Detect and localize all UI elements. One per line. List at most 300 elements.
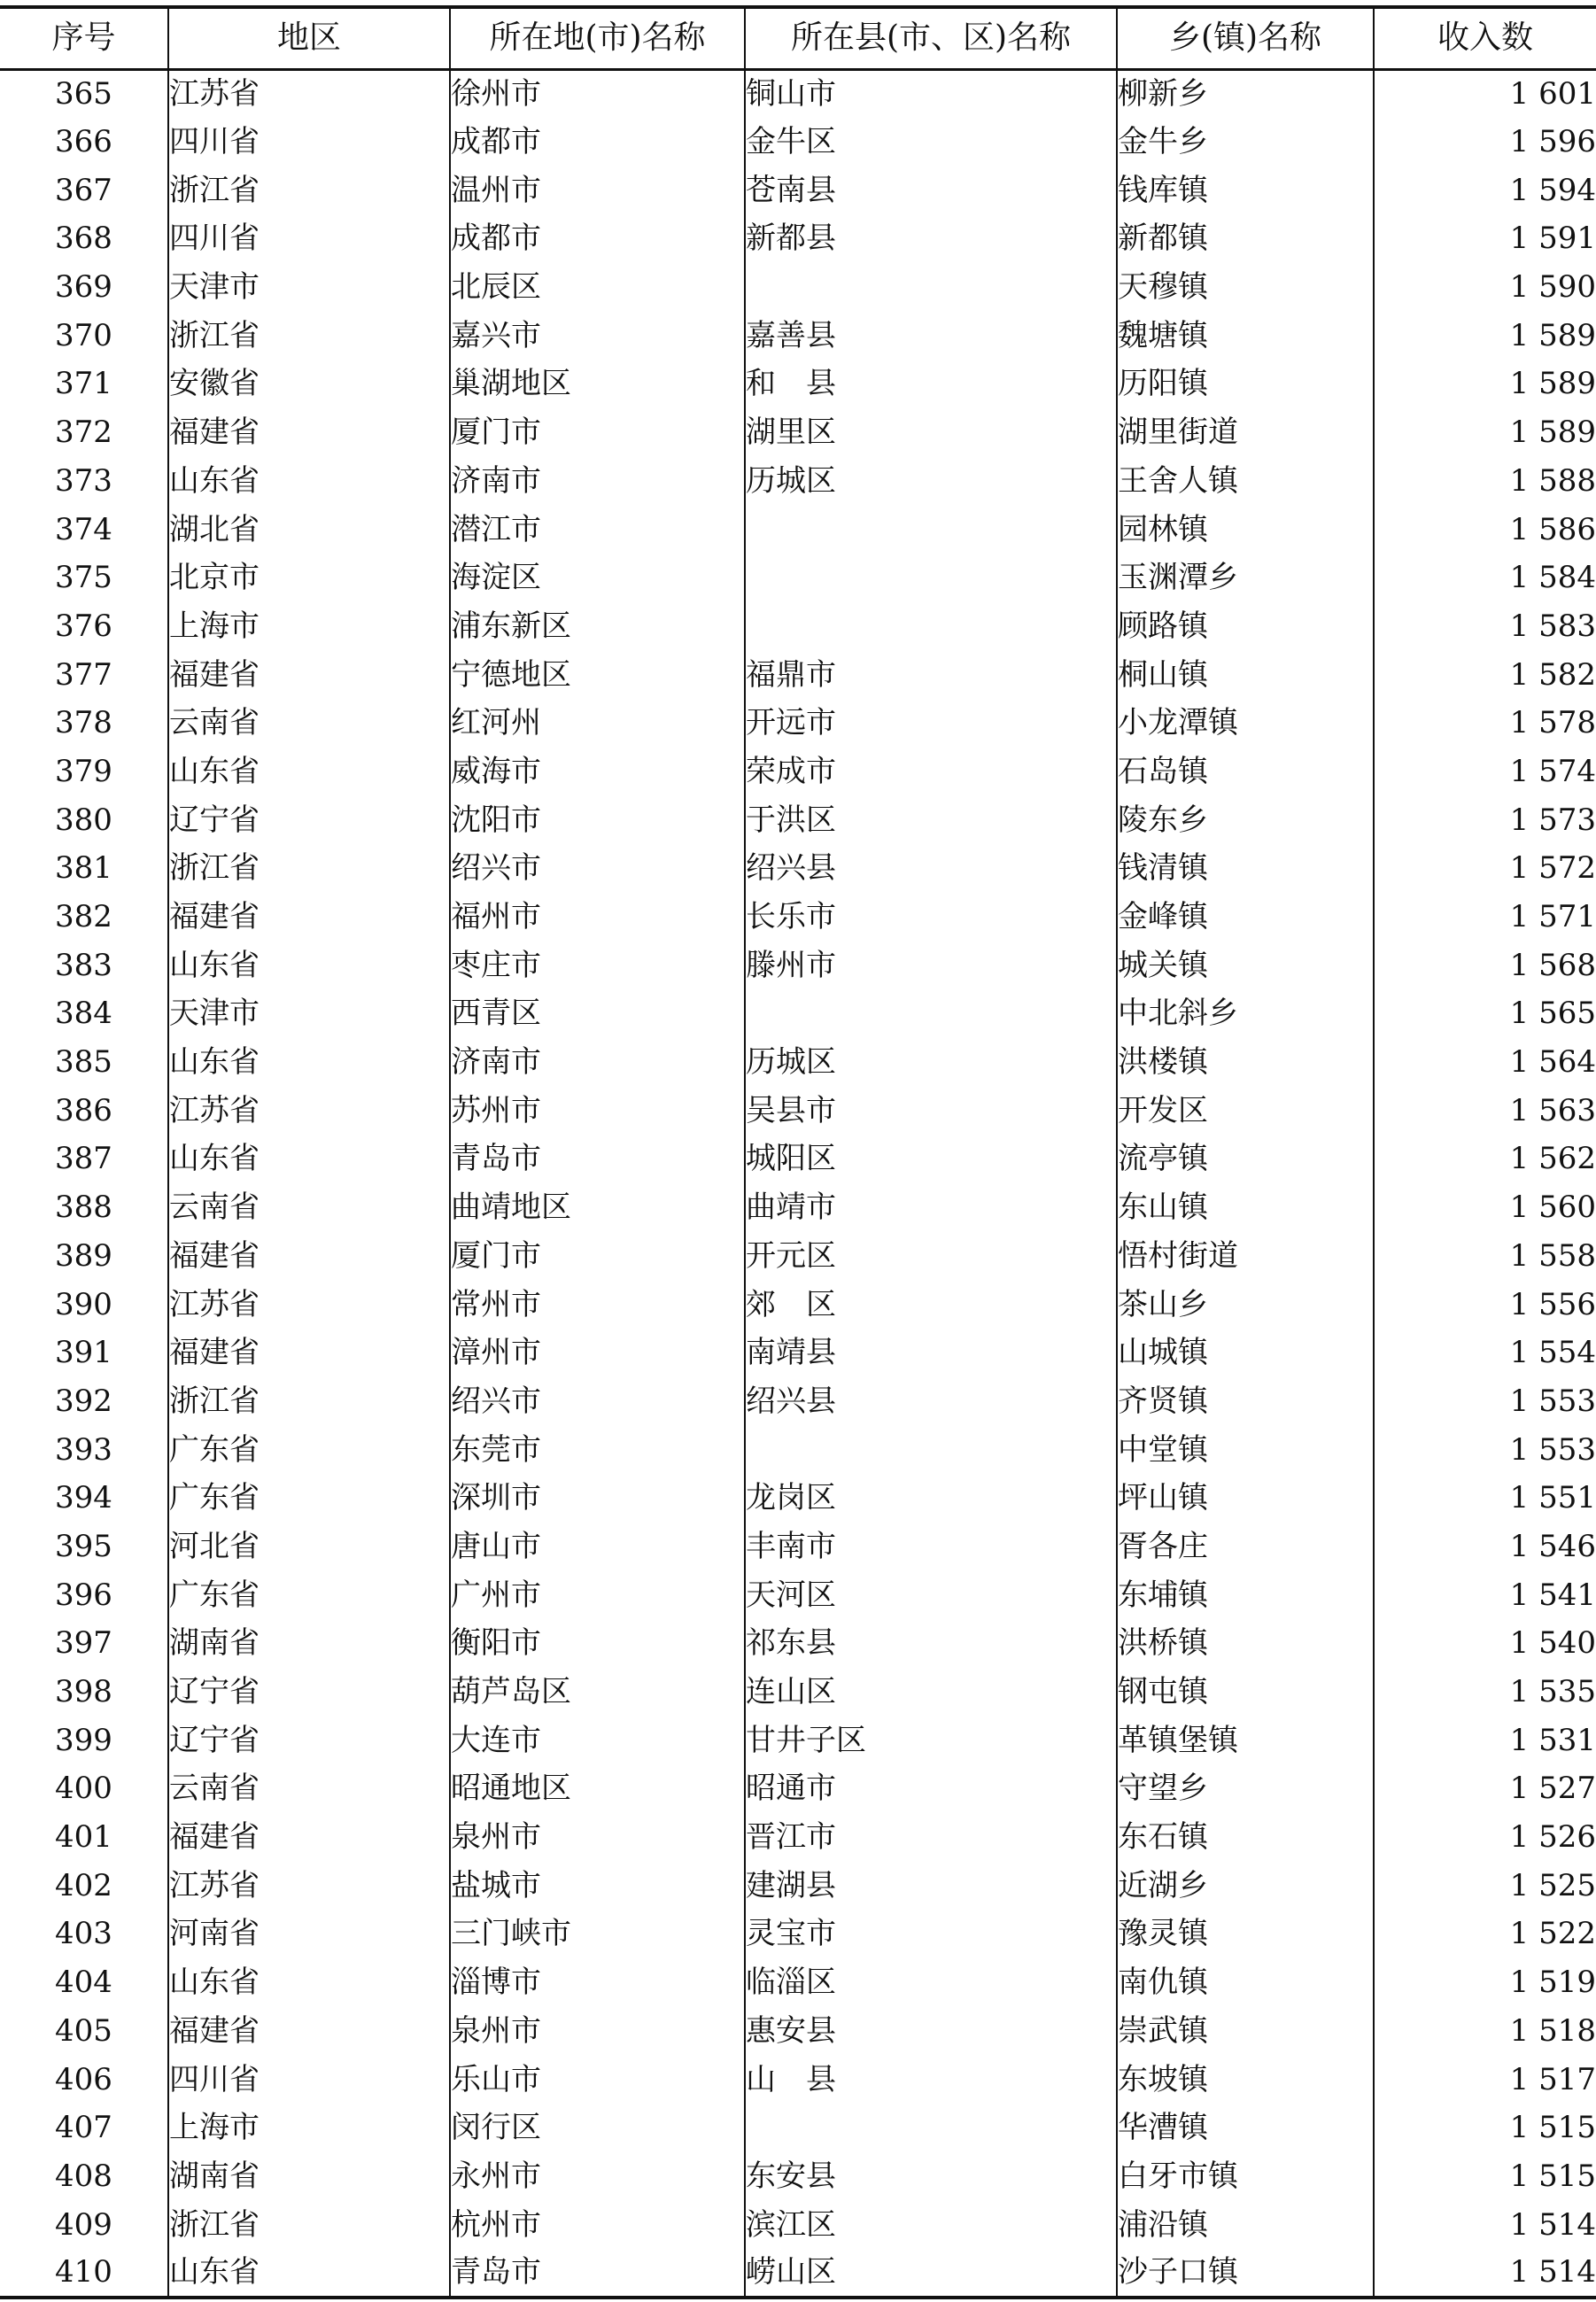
cell-seq: 392	[55, 1383, 112, 1419]
cell-region: 广东省	[168, 1474, 450, 1523]
table-row	[0, 2104, 1596, 2152]
table-row	[0, 2055, 1596, 2104]
cell-town: 陵东乡	[1117, 795, 1374, 844]
cell-city: 杭州市	[450, 2200, 745, 2249]
cell-town: 园林镇	[1117, 505, 1374, 554]
cell-region: 天津市	[168, 263, 450, 312]
cell-city: 漳州市	[450, 1329, 745, 1377]
cell-town: 城关镇	[1117, 941, 1374, 989]
table-row	[0, 1668, 1596, 1717]
cell-county: 历城区	[745, 457, 1117, 506]
cell-city: 青岛市	[450, 1135, 745, 1183]
cell-town: 小龙潭镇	[1117, 699, 1374, 748]
cell-region: 辽宁省	[168, 1668, 450, 1717]
cell-income: 1 589	[1374, 360, 1596, 408]
cell-city: 淄博市	[450, 1958, 745, 2007]
cell-income: 1 560	[1374, 1183, 1596, 1232]
cell-town: 金峰镇	[1117, 893, 1374, 942]
table-row	[0, 1910, 1596, 1958]
cell-city: 温州市	[450, 166, 745, 214]
cell-city: 浦东新区	[450, 602, 745, 651]
cell-region: 上海市	[168, 602, 450, 651]
cell-city: 潜江市	[450, 505, 745, 554]
cell-county: 金牛区	[745, 118, 1117, 167]
cell-income: 1 601	[1374, 69, 1596, 118]
cell-region: 浙江省	[168, 311, 450, 360]
cell-income: 1 522	[1374, 1910, 1596, 1958]
cell-county: 曲靖市	[745, 1183, 1117, 1232]
cell-seq: 407	[55, 2110, 112, 2146]
cell-town: 革镇堡镇	[1117, 1716, 1374, 1764]
cell-seq: 391	[55, 1335, 112, 1371]
cell-region: 山东省	[168, 1958, 450, 2007]
cell-region: 云南省	[168, 699, 450, 748]
cell-seq: 383	[55, 947, 112, 983]
table-row	[0, 602, 1596, 651]
cell-region: 河南省	[168, 1910, 450, 1958]
cell-region: 河北省	[168, 1523, 450, 1571]
cell-income: 1 517	[1374, 2055, 1596, 2104]
cell-town: 历阳镇	[1117, 360, 1374, 408]
cell-town: 坪山镇	[1117, 1474, 1374, 1523]
cell-city: 宁德地区	[450, 650, 745, 699]
cell-seq: 410	[0, 2249, 168, 2298]
cell-county: 吴县市	[745, 1086, 1117, 1135]
table-row	[0, 1619, 1596, 1668]
table-row	[0, 214, 1596, 263]
cell-region: 福建省	[168, 893, 450, 942]
cell-county: 滕州市	[745, 941, 1117, 989]
cell-town: 石岛镇	[1117, 748, 1374, 796]
cell-income: 1 565	[1374, 989, 1596, 1038]
cell-county: 荣成市	[745, 748, 1117, 796]
cell-town: 顾路镇	[1117, 602, 1374, 651]
cell-county: 滨江区	[745, 2200, 1117, 2249]
cell-seq: 402	[55, 1867, 112, 1903]
cell-region: 山东省	[168, 1038, 450, 1087]
cell-city: 乐山市	[450, 2055, 745, 2104]
cell-town: 中堂镇	[1117, 1425, 1374, 1474]
cell-region: 福建省	[168, 408, 450, 457]
cell-town: 王舍人镇	[1117, 457, 1374, 506]
income-ranking-table	[0, 5, 1596, 2299]
cell-income: 1 554	[1374, 1329, 1596, 1377]
cell-region: 江苏省	[168, 69, 450, 118]
cell-county: 城阳区	[745, 1135, 1117, 1183]
cell-region: 山东省	[168, 457, 450, 506]
table-row	[0, 1425, 1596, 1474]
cell-seq: 382	[55, 899, 112, 935]
cell-city: 厦门市	[450, 408, 745, 457]
table-row	[0, 748, 1596, 796]
header-town: 乡(镇)名称	[1117, 7, 1374, 69]
cell-region: 辽宁省	[168, 795, 450, 844]
cell-town: 东石镇	[1117, 1813, 1374, 1862]
cell-seq: 389	[55, 1237, 112, 1274]
cell-county: 临淄区	[745, 1958, 1117, 2007]
cell-income: 1 546	[1374, 1523, 1596, 1571]
table-row	[0, 1135, 1596, 1183]
table-row	[0, 554, 1596, 602]
cell-county: 灵宝市	[745, 1910, 1117, 1958]
table-row	[0, 893, 1596, 942]
cell-income: 1 535	[1374, 1668, 1596, 1717]
cell-town: 胥各庄	[1117, 1523, 1374, 1571]
cell-county: 甘井子区	[745, 1716, 1117, 1764]
cell-region: 上海市	[168, 2104, 450, 2152]
cell-city: 西青区	[450, 989, 745, 1038]
cell-seq: 379	[55, 753, 112, 789]
cell-income: 1 582	[1374, 650, 1596, 699]
cell-income: 1 553	[1374, 1377, 1596, 1426]
cell-town: 新都镇	[1117, 214, 1374, 263]
cell-town: 齐贤镇	[1117, 1377, 1374, 1426]
cell-seq: 385	[55, 1044, 112, 1081]
table-row	[0, 699, 1596, 748]
header-region: 地区	[168, 7, 450, 69]
cell-county: 新都县	[745, 214, 1117, 263]
cell-town: 钱清镇	[1117, 844, 1374, 893]
table-row	[0, 1232, 1596, 1281]
cell-seq: 395	[55, 1528, 112, 1564]
cell-town: 近湖乡	[1117, 1861, 1374, 1910]
cell-seq: 399	[55, 1722, 112, 1758]
cell-income: 1 563	[1374, 1086, 1596, 1135]
cell-county: 崂山区	[745, 2249, 1117, 2298]
cell-seq: 365	[55, 76, 112, 112]
cell-city: 衡阳市	[450, 1619, 745, 1668]
cell-town: 湖里街道	[1117, 408, 1374, 457]
cell-income: 1 562	[1374, 1135, 1596, 1183]
cell-town: 钢屯镇	[1117, 1668, 1374, 1717]
cell-income: 1 596	[1374, 118, 1596, 167]
cell-town: 天穆镇	[1117, 263, 1374, 312]
cell-city: 福州市	[450, 893, 745, 942]
cell-county: 东安县	[745, 2152, 1117, 2201]
cell-city: 大连市	[450, 1716, 745, 1764]
cell-income: 1 594	[1374, 166, 1596, 214]
cell-income: 1 514	[1374, 2249, 1596, 2298]
cell-town: 流亭镇	[1117, 1135, 1374, 1183]
cell-seq: 388	[55, 1190, 112, 1226]
table-row	[0, 1086, 1596, 1135]
cell-city: 巢湖地区	[450, 360, 745, 408]
cell-city: 苏州市	[450, 1086, 745, 1135]
cell-town: 浦沿镇	[1117, 2200, 1374, 2249]
cell-county: 南靖县	[745, 1329, 1117, 1377]
cell-county: 于洪区	[745, 795, 1117, 844]
table-row	[0, 2249, 1596, 2298]
cell-county: 龙岗区	[745, 1474, 1117, 1523]
cell-seq: 375	[55, 560, 112, 596]
cell-town: 魏塘镇	[1117, 311, 1374, 360]
cell-city: 盐城市	[450, 1861, 745, 1910]
cell-city: 威海市	[450, 748, 745, 796]
cell-city: 三门峡市	[450, 1910, 745, 1958]
cell-income: 1 531	[1374, 1716, 1596, 1764]
table-row	[0, 1861, 1596, 1910]
cell-income: 1 551	[1374, 1474, 1596, 1523]
cell-region: 福建省	[168, 650, 450, 699]
cell-seq: 377	[55, 656, 112, 693]
cell-city: 济南市	[450, 457, 745, 506]
table-row	[0, 1764, 1596, 1813]
cell-city: 东莞市	[450, 1425, 745, 1474]
cell-seq: 393	[55, 1431, 112, 1468]
table-row	[0, 989, 1596, 1038]
header-county: 所在县(市、区)名称	[745, 7, 1117, 69]
cell-region: 安徽省	[168, 360, 450, 408]
cell-seq: 397	[55, 1625, 112, 1662]
cell-county: 苍南县	[745, 166, 1117, 214]
cell-income: 1 590	[1374, 263, 1596, 312]
cell-seq: 368	[55, 221, 112, 257]
cell-income: 1 589	[1374, 311, 1596, 360]
cell-income: 1 540	[1374, 1619, 1596, 1668]
cell-seq: 369	[55, 269, 112, 306]
cell-income: 1 574	[1374, 748, 1596, 796]
cell-county	[745, 554, 1117, 602]
cell-county: 湖里区	[745, 408, 1117, 457]
cell-income: 1 526	[1374, 1813, 1596, 1862]
cell-town: 南仇镇	[1117, 1958, 1374, 2007]
cell-income: 1 541	[1374, 1570, 1596, 1619]
table-row	[0, 1474, 1596, 1523]
cell-region: 福建省	[168, 1232, 450, 1281]
table-row	[0, 795, 1596, 844]
table-row	[0, 118, 1596, 167]
table-row	[0, 1183, 1596, 1232]
cell-seq: 396	[55, 1577, 112, 1613]
cell-region: 山东省	[168, 941, 450, 989]
cell-seq: 394	[55, 1480, 112, 1516]
table-row	[0, 505, 1596, 554]
cell-seq: 400	[55, 1771, 112, 1807]
cell-town: 沙子口镇	[1117, 2249, 1374, 2298]
table-row	[0, 2007, 1596, 2056]
cell-income: 1 589	[1374, 408, 1596, 457]
cell-seq: 387	[55, 1141, 112, 1177]
cell-county	[745, 2104, 1117, 2152]
cell-town: 豫灵镇	[1117, 1910, 1374, 1958]
cell-county	[745, 263, 1117, 312]
cell-city: 泉州市	[450, 1813, 745, 1862]
cell-town: 白牙市镇	[1117, 2152, 1374, 2201]
cell-city: 红河州	[450, 699, 745, 748]
cell-town: 中北斜乡	[1117, 989, 1374, 1038]
cell-town: 崇武镇	[1117, 2007, 1374, 2056]
cell-city: 曲靖地区	[450, 1183, 745, 1232]
table-row	[0, 166, 1596, 214]
cell-region: 四川省	[168, 214, 450, 263]
cell-seq: 376	[55, 608, 112, 644]
cell-city: 闵行区	[450, 2104, 745, 2152]
cell-region: 江苏省	[168, 1280, 450, 1329]
cell-region: 广东省	[168, 1570, 450, 1619]
cell-income: 1 558	[1374, 1232, 1596, 1281]
cell-region: 山东省	[168, 1135, 450, 1183]
cell-city: 沈阳市	[450, 795, 745, 844]
cell-town: 山城镇	[1117, 1329, 1374, 1377]
cell-city: 唐山市	[450, 1523, 745, 1571]
cell-seq: 373	[55, 462, 112, 499]
cell-town: 东山镇	[1117, 1183, 1374, 1232]
cell-county: 晋江市	[745, 1813, 1117, 1862]
cell-town: 钱库镇	[1117, 166, 1374, 214]
cell-seq: 398	[55, 1674, 112, 1710]
cell-city: 徐州市	[450, 69, 745, 118]
cell-region: 江苏省	[168, 1086, 450, 1135]
cell-region: 福建省	[168, 1329, 450, 1377]
cell-income: 1 553	[1374, 1425, 1596, 1474]
table-row	[0, 1280, 1596, 1329]
cell-income: 1 586	[1374, 505, 1596, 554]
cell-county	[745, 505, 1117, 554]
cell-region: 四川省	[168, 2055, 450, 2104]
cell-region: 湖南省	[168, 1619, 450, 1668]
cell-seq: 370	[55, 317, 112, 353]
cell-city: 厦门市	[450, 1232, 745, 1281]
table-row	[0, 650, 1596, 699]
cell-county: 和 县	[745, 360, 1117, 408]
cell-seq: 405	[55, 2012, 112, 2049]
cell-county: 绍兴县	[745, 1377, 1117, 1426]
cell-county: 惠安县	[745, 2007, 1117, 2056]
table-row	[0, 360, 1596, 408]
cell-seq: 409	[55, 2206, 112, 2243]
cell-region: 山东省	[168, 2249, 450, 2298]
header-row	[0, 7, 1596, 69]
cell-county: 铜山市	[745, 69, 1117, 118]
cell-county: 福鼎市	[745, 650, 1117, 699]
cell-town: 守望乡	[1117, 1764, 1374, 1813]
header-city: 所在地(市)名称	[450, 7, 745, 69]
cell-county: 丰南市	[745, 1523, 1117, 1571]
table-row	[0, 1958, 1596, 2007]
table-row	[0, 1038, 1596, 1087]
cell-city: 成都市	[450, 118, 745, 167]
cell-region: 福建省	[168, 2007, 450, 2056]
table-row	[0, 1570, 1596, 1619]
cell-region: 云南省	[168, 1183, 450, 1232]
cell-town: 金牛乡	[1117, 118, 1374, 167]
cell-seq: 384	[55, 996, 112, 1032]
cell-town: 洪桥镇	[1117, 1619, 1374, 1668]
cell-income: 1 564	[1374, 1038, 1596, 1087]
cell-seq: 401	[55, 1819, 112, 1856]
cell-income: 1 525	[1374, 1861, 1596, 1910]
cell-income: 1 578	[1374, 699, 1596, 748]
cell-city: 绍兴市	[450, 1377, 745, 1426]
cell-income: 1 527	[1374, 1764, 1596, 1813]
cell-income: 1 518	[1374, 2007, 1596, 2056]
cell-seq: 404	[55, 1965, 112, 2001]
cell-seq: 378	[55, 705, 112, 741]
table-row	[0, 1377, 1596, 1426]
cell-town: 茶山乡	[1117, 1280, 1374, 1329]
cell-seq: 372	[55, 415, 112, 451]
cell-income: 1 514	[1374, 2200, 1596, 2249]
table-row	[0, 1329, 1596, 1377]
cell-town: 开发区	[1117, 1086, 1374, 1135]
cell-income: 1 584	[1374, 554, 1596, 602]
table-row	[0, 408, 1596, 457]
cell-income: 1 556	[1374, 1280, 1596, 1329]
cell-city: 青岛市	[450, 2249, 745, 2298]
cell-income: 1 519	[1374, 1958, 1596, 2007]
cell-seq: 406	[55, 2061, 112, 2097]
cell-county: 连山区	[745, 1668, 1117, 1717]
cell-town: 华漕镇	[1117, 2104, 1374, 2152]
cell-income: 1 591	[1374, 214, 1596, 263]
cell-income: 1 588	[1374, 457, 1596, 506]
cell-income: 1 583	[1374, 602, 1596, 651]
cell-city: 济南市	[450, 1038, 745, 1087]
cell-region: 辽宁省	[168, 1716, 450, 1764]
cell-town: 东坡镇	[1117, 2055, 1374, 2104]
cell-county: 昭通市	[745, 1764, 1117, 1813]
cell-county: 开远市	[745, 699, 1117, 748]
cell-region: 浙江省	[168, 1377, 450, 1426]
table-row	[0, 1716, 1596, 1764]
cell-town: 玉渊潭乡	[1117, 554, 1374, 602]
cell-county: 建湖县	[745, 1861, 1117, 1910]
cell-county: 开元区	[745, 1232, 1117, 1281]
cell-region: 广东省	[168, 1425, 450, 1474]
cell-county: 山 县	[745, 2055, 1117, 2104]
cell-income: 1 572	[1374, 844, 1596, 893]
cell-city: 永州市	[450, 2152, 745, 2201]
table-row	[0, 263, 1596, 312]
cell-county: 天河区	[745, 1570, 1117, 1619]
cell-city: 广州市	[450, 1570, 745, 1619]
cell-city: 泉州市	[450, 2007, 745, 2056]
cell-county: 祁东县	[745, 1619, 1117, 1668]
cell-region: 北京市	[168, 554, 450, 602]
cell-region: 天津市	[168, 989, 450, 1038]
cell-income: 1 515	[1374, 2152, 1596, 2201]
cell-region: 江苏省	[168, 1861, 450, 1910]
cell-city: 海淀区	[450, 554, 745, 602]
table-row	[0, 941, 1596, 989]
cell-city: 嘉兴市	[450, 311, 745, 360]
cell-seq: 371	[55, 366, 112, 402]
cell-income: 1 571	[1374, 893, 1596, 942]
cell-income: 1 573	[1374, 795, 1596, 844]
cell-county: 长乐市	[745, 893, 1117, 942]
cell-county: 郊 区	[745, 1280, 1117, 1329]
cell-region: 山东省	[168, 748, 450, 796]
cell-seq: 403	[55, 1916, 112, 1952]
cell-seq: 380	[55, 802, 112, 838]
cell-town: 洪楼镇	[1117, 1038, 1374, 1087]
table-row	[0, 1813, 1596, 1862]
cell-seq: 386	[55, 1092, 112, 1128]
cell-city: 深圳市	[450, 1474, 745, 1523]
table-row	[0, 844, 1596, 893]
table-row	[0, 457, 1596, 506]
table-body	[0, 69, 1596, 2298]
cell-region: 浙江省	[168, 844, 450, 893]
cell-county	[745, 989, 1117, 1038]
table-row	[0, 2152, 1596, 2201]
cell-city: 昭通地区	[450, 1764, 745, 1813]
cell-city: 葫芦岛区	[450, 1668, 745, 1717]
table-header	[0, 7, 1596, 69]
cell-seq: 367	[55, 172, 112, 208]
cell-county	[745, 602, 1117, 651]
cell-region: 浙江省	[168, 166, 450, 214]
